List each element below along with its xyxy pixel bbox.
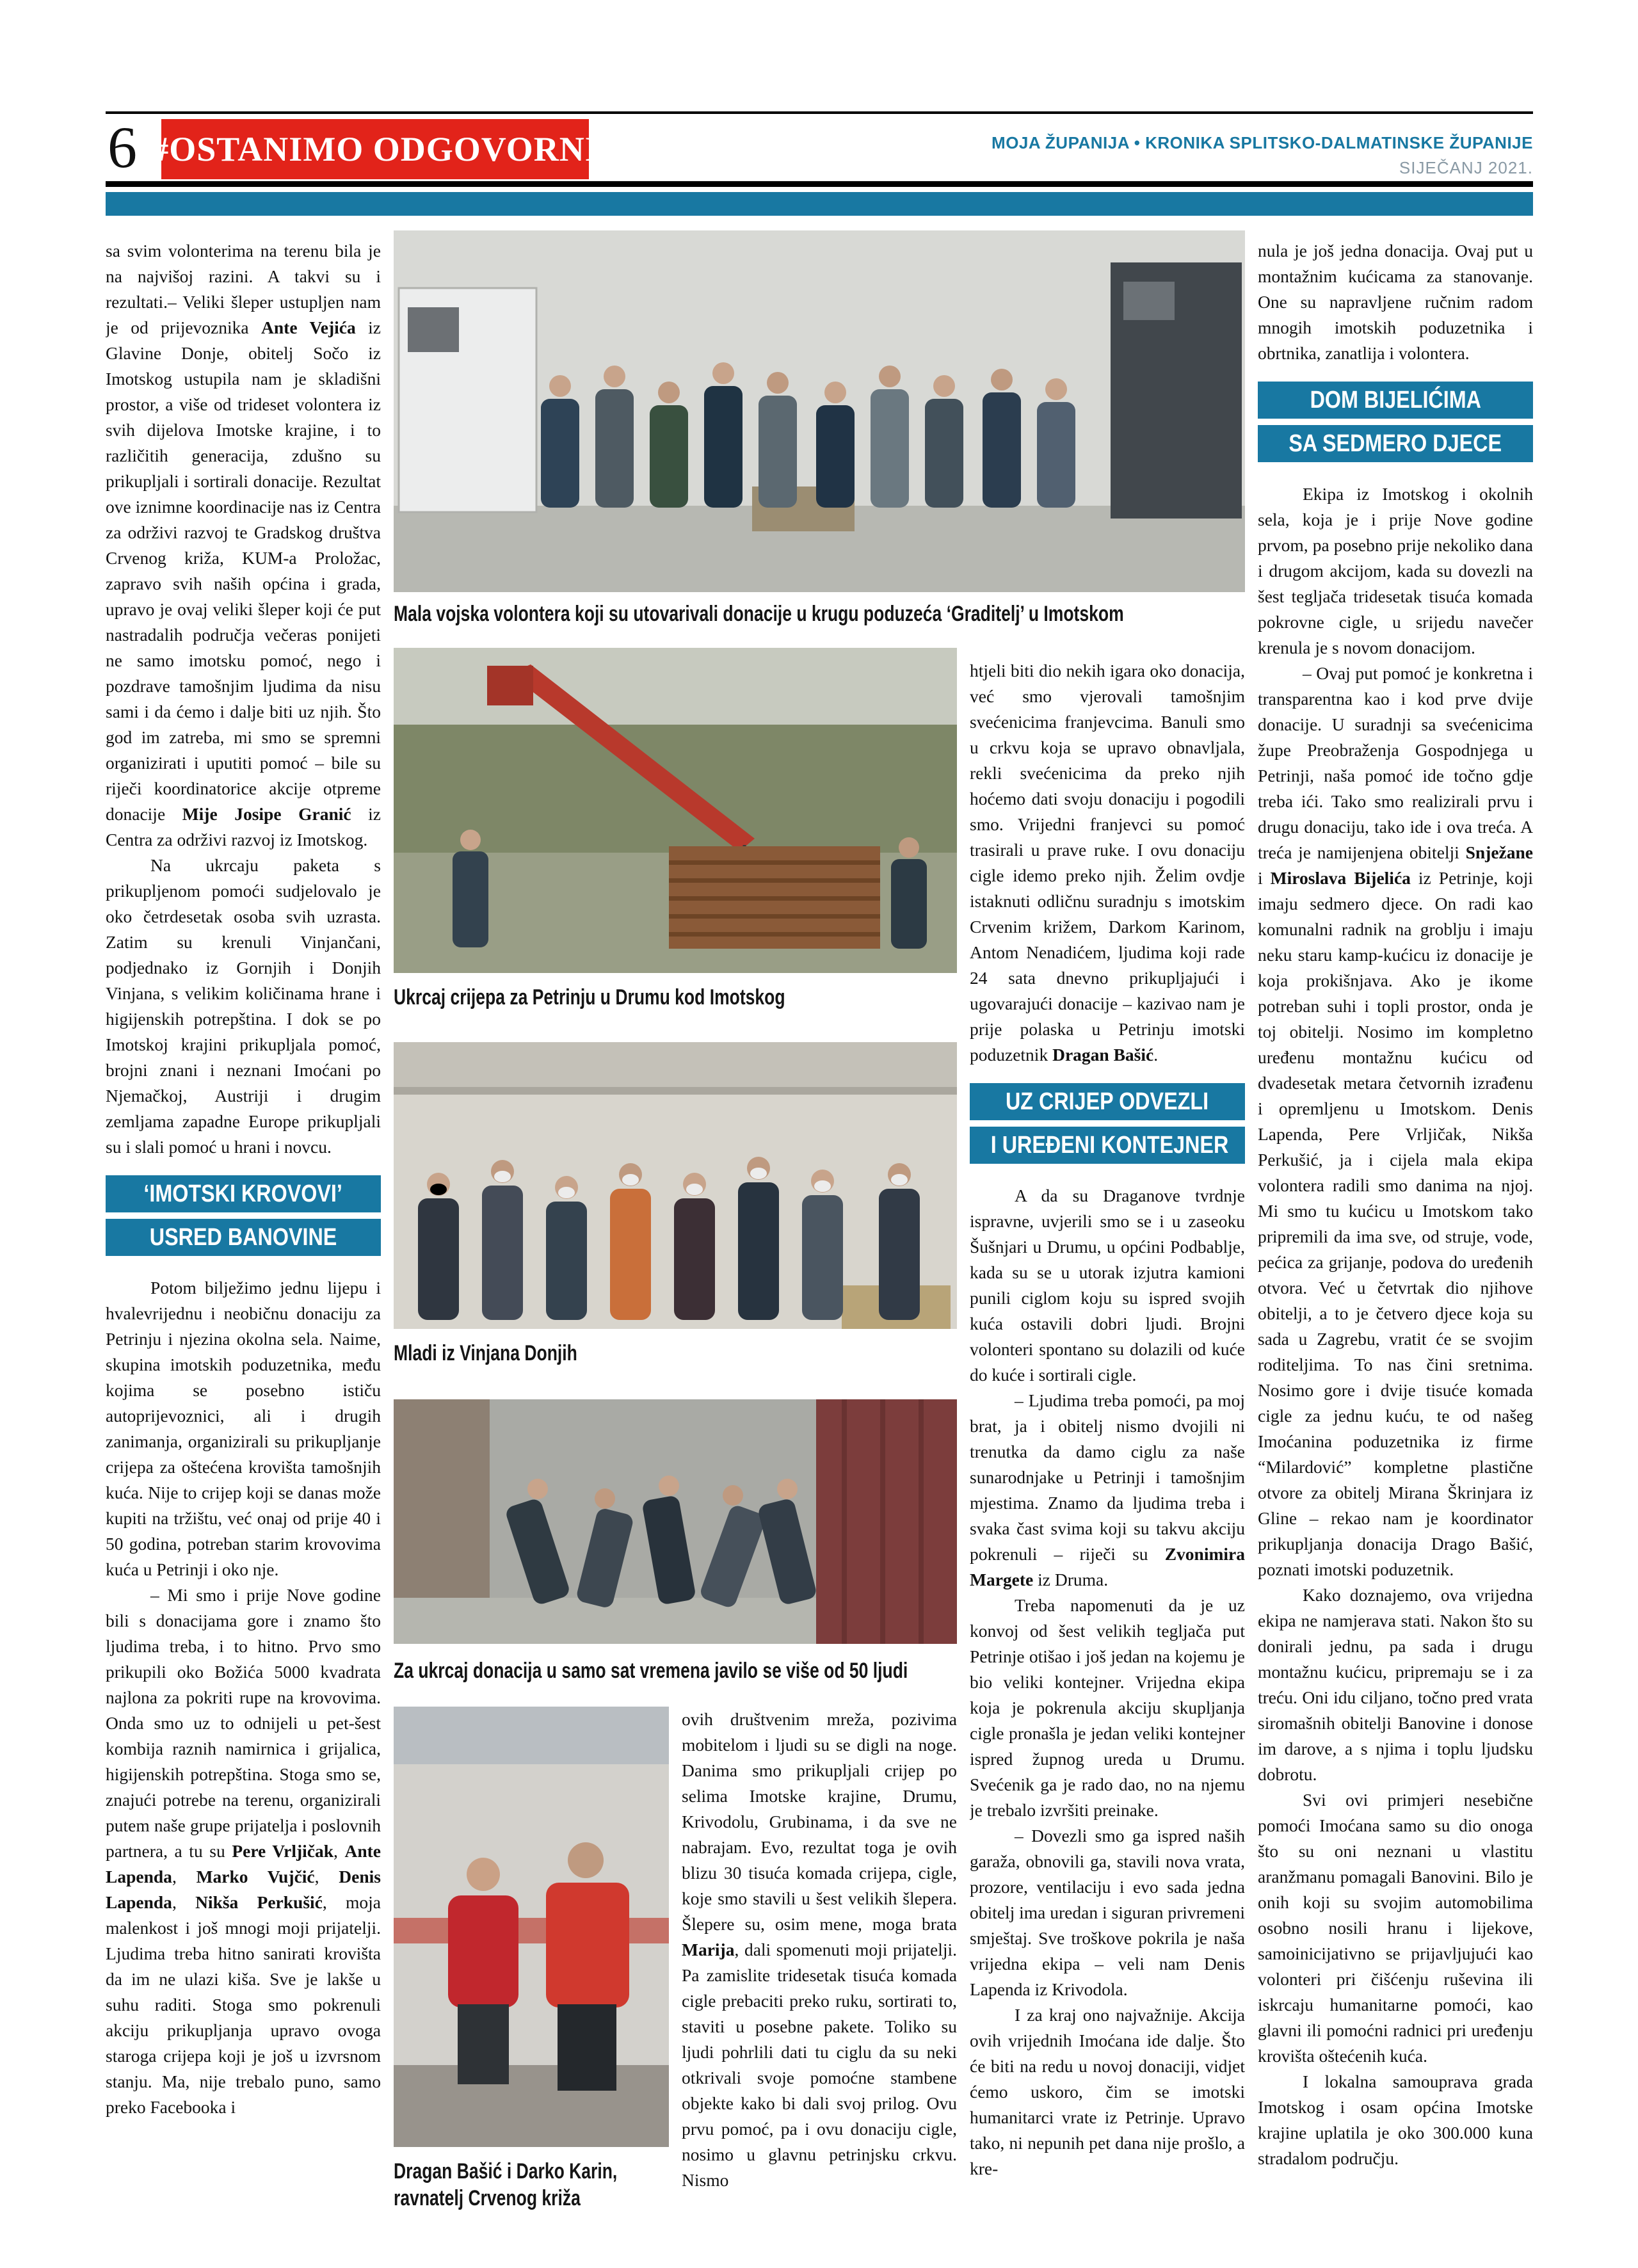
photo-red-cross-men [394,1707,669,2147]
photo-caption-5-text: Dragan Bašić i Darko Karin, ravnatelj Crvenog križa [394,2159,618,2210]
section-subhead-line: DOM BIJELIĆIMA [1258,382,1533,419]
article-paragraph: nula je još jedna donacija. Ovaj put u montažnim kućicama za stanovanje. One su napravljene ručnim radom mnogih imotskih poduzetnika i obrtnika, zanatlija i volontera. [1258,241,1533,363]
photo-caption-3 [394,1340,970,1367]
article-paragraph: A da su Draganove tvrdnje ispravne, uvjerili smo se i u zaseoku Šušnjari u Drumu, u općini Podbablje, kada su se u utorak izjutra kamioni punili ciglom koju su ispred svojih kuća ostavili dobri ljudi. Brojni volonteri spontano su dolazili od kuće do kuće i sortirali cigle. [970,1186,1245,1385]
photo-caption-5 [394,2158,669,2212]
section-subhead-line: SA SEDMERO DJECE [1258,425,1533,462]
article-paragraph: – Ljudima treba pomoći, pa moj brat, ja i obitelj nismo dvojili ni trenutka da damo ciglu za naše sunarodnjake u Petrinji i tamošnjim mjestima. Znamo da ljudima treba i svaka čast svima koji su takvu akciju pokrenuli – riječi su Zvonimira Margete iz Druma. [970,1390,1245,1589]
photo-caption-2 [394,984,970,1011]
header-accent-band [106,192,1533,216]
photo-caption-4-text: Za ukrcaj donacija u samo sat vremena javilo se više od 50 ljudi [394,1659,908,1683]
section-subhead [1258,382,1533,462]
article-paragraph: – Mi smo i prije Nove godine bili s donacijama gore i znamo što ljudima treba, i to hitno. Prvo smo prikupili oko Božića 5000 kvadrata najlona za pokriti rupe na krovovima. Onda smo uz to odnijeli u pet-šest kombija raznih namirnica i grijalica, higijenskih potrepština. Stoga smo se, znajući potrebe na terenu, organizirali putem naše grupe prijatelja i poslovnih partnera, a tu su Pere Vrljičak, Ante Lapenda, Marko Vujčić, Denis Lapenda, Nikša Perkušić, moja malenkost i još mnogi moji prijatelji. Ljudima treba hitno sanirati krovišta da im ne ulazi kiša. Sve je lakše u suhu raditi. Stoga smo pokrenuli akciju prikupljanja upravo ovoga staroga crijepa koji je još u izvrsnom stanju. Ma, nije trebalo puno, samo preko Facebooka i [106,1585,381,2117]
section-subhead [970,1083,1245,1164]
article-paragraph: – Dovezli smo ga ispred naših garaža, obnovili ga, stavili nova vrata, prozore, ventilaciju i evo sada jedna obitelj ima uredan i siguran privremeni smještaj. Sve troškove pokrila je naša vrijedna ekipa – veli nam Denis Lapenda iz Krivodola. [970,1826,1245,1999]
photo-red-cross-men-art [394,1707,669,2147]
article-paragraph: Treba napomenuti da je uz konvoj od šest velikih tegljača put Petrinje otišao i još jedan na kojemu je bio veliki kontejner. Vrijedna ekipa koja je pokrenula akciju skupljanja cigle pronašla je jedan veliki kontejner ispred župnog ureda u Drumu. Svećenik ga je rado dao, no na njemu je trebalo izvršiti preinake. [970,1595,1245,1820]
article-paragraph: Potom bilježimo jednu lijepu i hvalevrijednu i neobičnu donaciju za Petrinju i njezina okolna sela. Naime, skupina imotskih poduzetnika, među kojima se posebno ističu autoprijevoznici, ali i drugih zanimanja, organizirali su prikupljanje crijepa za oštećena krovišta tamošnjih kuća. Nije to crijep koji se danas može kupiti na tržištu, već onaj od prije 40 i 50 godina, potreban starim krovovima kuća u Petrinji i oko nje. [106,1278,381,1579]
photo-crane-tiles [394,648,957,973]
photo-caption-2-text: Ukrcaj crijepa za Petrinju u Drumu kod Imotskog [394,985,785,1009]
photo-caption-4 [394,1657,995,1684]
section-subhead-line: UZ CRIJEP ODVEZLI [970,1083,1245,1120]
article-paragraph: htjeli biti dio nekih igara oko donacija, već smo vjerovali tamošnjim svećenicima franjevcima. Banuli smo u crkvu koja se upravo obnavljala, rekli svećenicima da preko njih hoćemo dati svoju donaciju i pogodili smo. Vrijedni franjevci su pomoć trasirali u prave ruke. I ovu donaciju cigle idemo preko njih. Želim ovdje istaknuti odličnu suradnju s imotskim Crvenim križem, Darkom Karinom, Antom Nenadićem, ljudima koji rade 24 sata dnevno prikupljajući i ugovarajući donacije – kazivao nam je prije polaska u Petrinju imotski poduzetnik Dragan Bašić. [970,661,1245,1065]
photo-caption-3-text: Mladi iz Vinjana Donjih [394,1341,577,1365]
edition-kicker: MOJA ŽUPANIJA • KRONIKA SPLITSKO-DALMATINSKE ŽUPANIJE [992,133,1533,152]
section-subhead-line: I UREĐENI KONTEJNER [970,1127,1245,1164]
article-paragraph: I za kraj ono najvažnije. Akcija ovih vrijednih Imoćana ide dalje. Što će biti na redu u novoj donaciji, vidjet ćemo uskoro, čim se imotski humanitarci vrate iz Petrinje. Upravo tako, ni nepunih pet dana nije prošlo, a kre- [970,2005,1245,2178]
section-subhead-line: ‘IMOTSKI KROVOVI’ [106,1175,381,1212]
article-paragraph: Kako doznajemo, ova vrijedna ekipa ne namjerava stati. Nakon što su donirali jednu, pa sada i drugu montažnu kućicu, pripremaju se i za treću. Oni idu ciljano, točno pred vrata siromašnih obitelji Banovine i donose im darove, a s njima i toplu ljudsku dobrotu. [1258,1585,1533,1784]
photo-loading-crowd [394,1399,957,1644]
section-banner-label: #OSTANIMO ODGOVORNI [151,130,599,168]
article-column-1 [106,238,381,2261]
section-subhead [106,1175,381,1256]
article-column-4 [970,658,1245,2258]
edition-date: SIJEČANJ 2021. [1399,158,1533,177]
photo-volunteers-group [394,230,1245,592]
photo-caption-1 [394,600,1245,627]
header-bottom-rule [106,181,1533,187]
article-paragraph: Svi ovi primjeri nesebične pomoći Imoćana samo su dio onoga što su oni neznani u vlastitu aranžmanu pomagali Banovini. Bilo je onih koji su svojim automobilima osobno nosili hranu i lijekove, samoinicijativno se prijavljujući kao volonteri pri čišćenju ruševina ili iskrcaju humanitarne pomoći, kao glavni ili pomoćni radnici pri uređenju krovišta oštećenih kuća. [1258,1790,1533,2066]
photo-caption-1-text: Mala vojska volontera koji su utovarivali donacije u krugu poduzeća ‘Graditelj’ u Imotskom [394,602,1124,626]
article-paragraph: Ekipa iz Imotskog i okolnih sela, koja je i prije Nove godine prvom, pa posebno prije nekoliko dana i drugom akcijom, kada su dovezli na šest tegljača tridesetak tisuća komada pokrovne cigle, u srijedu navečer krenula je s novom donacijom. [1258,484,1533,657]
photo-young-volunteers [394,1042,957,1329]
section-banner [151,119,599,179]
article-paragraph: ovih društvenim mreža, pozivima mobitelom i ljudi su se digli na noge. Danima smo prikupljali crijep po selima Imotske krajine, Drumu, Krivodolu, Grubinama, i da sve ne nabrajam. Evo, rezultat toga je ovih blizu 30 tisuća komada crijepa, cigle, koje smo stavili u šest velikih šlepera. Šlepere su, osim mene, moga brata Marija, dali spomenuti moji prijatelji. Pa zamislite tridesetak tisuća komada cigle prebaciti preko ruku, sortirati to, staviti u posebne pakete. Toliko su ljudi pohrlili dati tu ciglu da su neki otkrivali svoje pomoćne stambene objekte kako bi dali svoj prilog. Ovu prvu pomoć, pa i ovu donaciju cigle, nosimo u glavnu petrinjsku crkvu. Nismo [682,1709,957,2190]
article-paragraph: I lokalna samouprava grada Imotskog i osam općina Imotske krajine uplatila je oko 300.000 kuna stradalom području. [1258,2071,1533,2168]
photo-volunteers-group-art [394,230,1245,592]
photo-young-volunteers-art [394,1042,957,1329]
header-top-rule [106,111,1533,114]
article-paragraph: – Ovaj put pomoć je konkretna i transparentna kao i kod prve dvije donacije. U suradnji sa svećenicima župe Preobraženja Gospodnjega u Petrinji, naša pomoć ide točno gdje treba ići. Tako smo realizirali prvu i drugu donaciju, tako ide i ova treća. A treća je namijenjena obitelji Snježane i Miroslava Bijelića iz Petrinje, koji imaju sedmero djece. On radi kao komunalni radnik na groblju i imaju neku staru kamp-kućicu iz donacije je koja prokišnjava. Ako je ikome potreban suhi i topli prostor, onda je toj obitelji. Nosimo im kompletno uređenu montažnu kućicu od dvadesetak metara četvornih izrađenu i opremljenu u Imotskom. Denis Lapenda, Pere Vrljičak, Nikša Perkušić, ja i cijela mala ekipa volontera radili smo danima na njoj. Mi smo tu kućicu u Imotskom tako pripremili da ima sve, od struje, vode, pećica za grijanje, podova do uređenih otvora. Već u četvrtak dio njihove obitelji, a to je četvero djece koja su sada u Zagrebu, vratit će se svojim roditeljima. To nas čini sretnima. Nosimo gore i dvije tisuće komada cigle za jednu kuću, te od našeg Imoćanina poduzetnika iz firme “Milardović” kompletne plastične otvore za obitelj Mirana Škrinjara iz Gline – rekao nam je koordinator prikupljanja donacija Drago Bašić, poznati imotski poduzetnik. [1258,663,1533,1579]
article-paragraph: Na ukrcaju paketa s prikupljenom pomoći sudjelovalo je oko četrdesetak osoba svih uzrasta. Zatim su krenuli Vinjančani, podjednako iz Gornjih i Donjih Vinjana, s velikim količinama hrane i higijenskih potrepština. I dok se po Imotskoj krajini prikupljala pomoć, brojni znani i neznani Imoćani po Njemačkoj, Austriji i drugim zemljama zapadne Europe prikupljali su i slali pomoć u hrani i novcu. [106,855,381,1157]
article-paragraph: sa svim volonterima na terenu bila je na najvišoj razini. A takvi su i rezultati.– Veliki šleper ustupljen nam je od prijevoznika Ante Vejića iz Glavine Donje, obitelj Sočo iz Imotskog ustupila nam je skladišni prostor, a više od trideset volontera iz svih dijelova Imotske krajine, i to različitih generacija, zdušno su prikupljali i sortirali donacije. Rezultat ove iznimne koordinacije nas iz Centra za održivi razvoj te Gradskog društva Crvenog križa, KUM-a Proložac, zapravo svih naših općina i grada, upravo je ovaj veliki šleper koji će put nastradalih područja večeras ponijeti ne samo imotsku pomoć, nego i pozdrave tamošnjim ljudima da nisu sami i da ćemo i dalje biti uz njih. Što god im zatreba, mi smo se spremni organizirati i uputiti pomoć – bile su riječi koordinatorice akcije otpreme donacije Mije Josipe Granić iz Centra za održivi razvoj iz Imotskog. [106,241,381,849]
article-column-5 [1258,238,1533,2255]
photo-crane-tiles-art [394,648,957,973]
article-column-3 [682,1707,957,2257]
photo-loading-crowd-art [394,1399,957,1644]
section-subhead-line: USRED BANOVINE [106,1219,381,1256]
page-number: 6 [108,115,137,180]
